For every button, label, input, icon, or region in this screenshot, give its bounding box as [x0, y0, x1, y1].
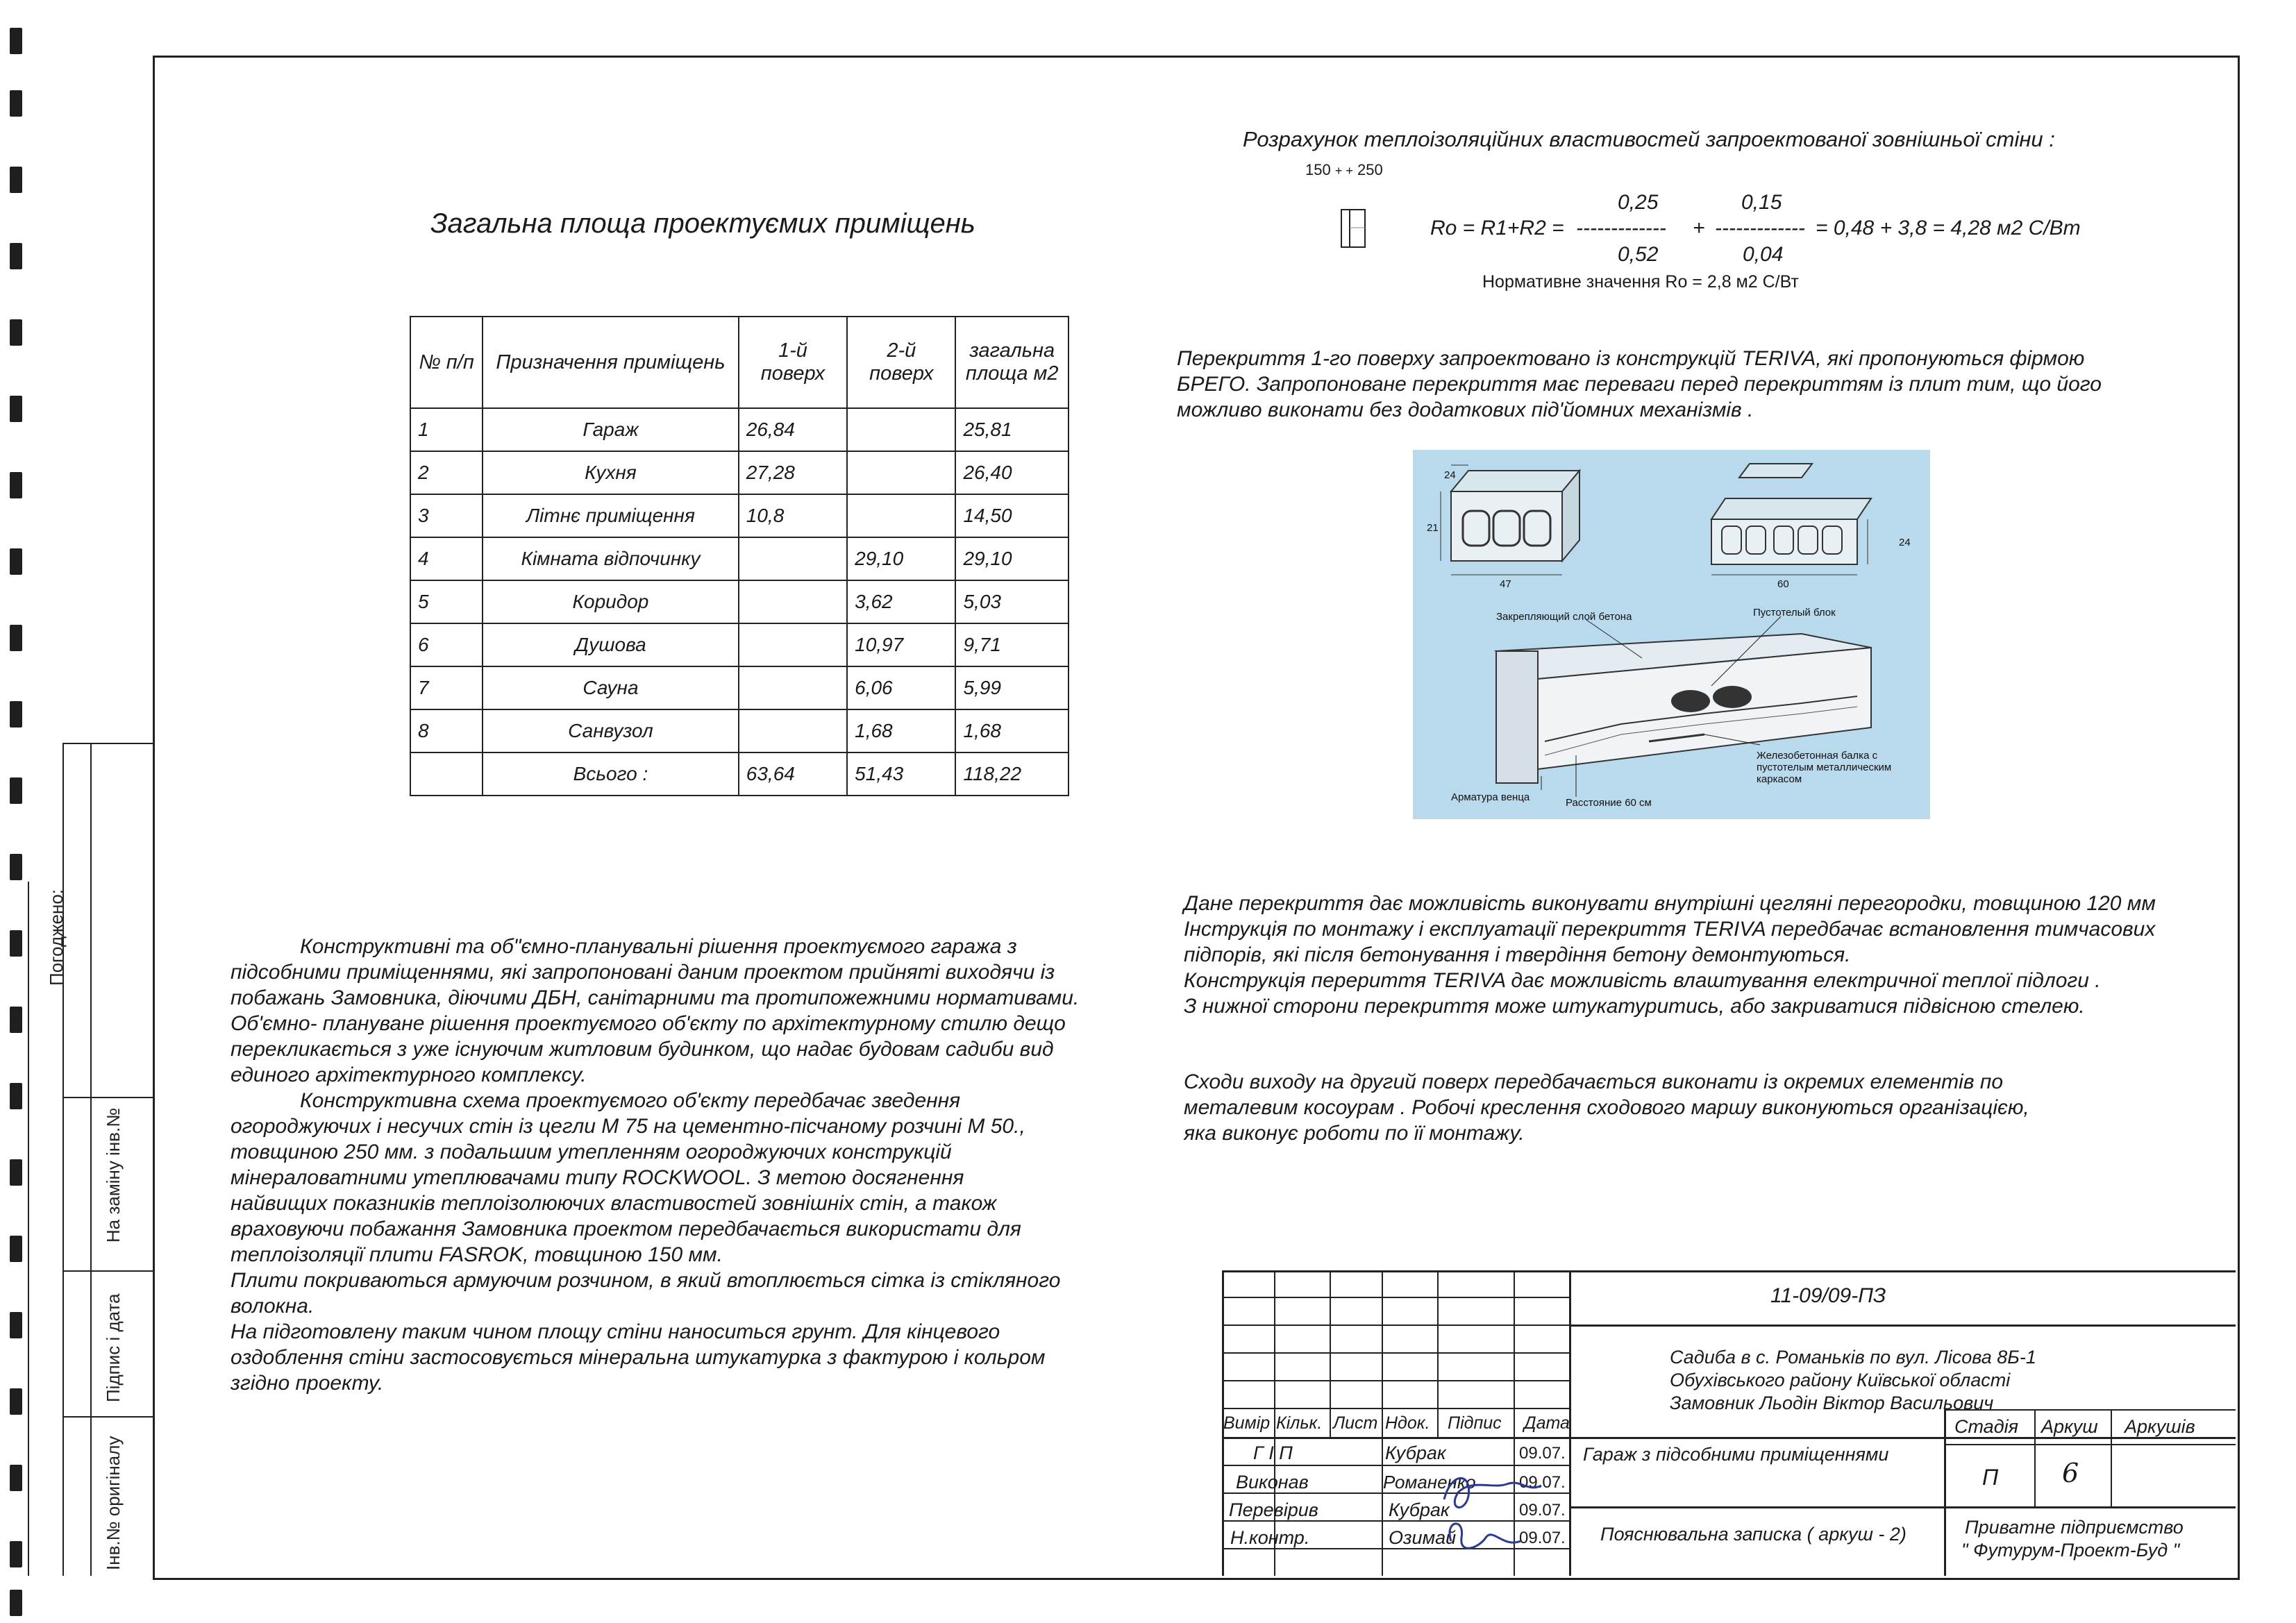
label-beam: Железобетонная балка с пустотелым металлическим каркасом — [1757, 750, 1892, 785]
binder-hole — [10, 701, 22, 728]
table-cell — [739, 537, 847, 580]
table-cell — [847, 451, 955, 494]
table-cell — [847, 408, 955, 451]
formula-norm: Нормативне значення Ro = 2,8 м2 С/Вт — [1482, 272, 1799, 292]
binder-hole — [10, 1083, 22, 1109]
left-title: Загальна площа проектуємих приміщень — [430, 208, 975, 239]
doc-code: 11-09/09-ПЗ — [1770, 1284, 1886, 1307]
area-table — [410, 316, 1069, 796]
col-header-sign: Підпис — [1448, 1413, 1502, 1433]
table-row — [410, 537, 1069, 580]
binder-hole — [10, 1388, 22, 1415]
wall-dims: 150 + + 250 — [1305, 161, 1383, 178]
person-name: Кубрак — [1385, 1443, 1446, 1463]
table-cell — [410, 752, 483, 796]
person-role: Перевірив — [1229, 1499, 1318, 1520]
main-text-line: Об'ємно- плануване рішення проектуємого об'єкту по архітектурному стилю дещо — [231, 1012, 1066, 1035]
company-line: Приватне підприємство — [1965, 1517, 2184, 1538]
stage-header: Стадія — [1954, 1416, 2019, 1437]
table-cell — [847, 494, 955, 537]
area-table-header-row — [410, 317, 1069, 408]
table-row — [410, 451, 1069, 494]
table-cell: Літнє приміщення — [483, 494, 739, 537]
binder-hole — [10, 625, 22, 651]
table-cell: 14,50 — [955, 494, 1069, 537]
label-rebar: Арматура венца — [1451, 791, 1530, 803]
sign-date-label: Підпис і дата — [103, 1293, 124, 1402]
main-text-line: Плити покриваються армуючим розчином, в який втоплюється сітка із стікляного — [231, 1269, 1061, 1292]
table-cell: 9,71 — [955, 623, 1069, 666]
main-text-line: товщиною 250 мм. з подальшим утепленням огороджуючих конструкцій — [231, 1141, 952, 1163]
main-description — [231, 934, 1175, 1396]
table-cell: 1,68 — [955, 709, 1069, 752]
teriva-note-line: Конструкція перериття TERIVA дає можливість влаштування електричної теплої підлоги . — [1184, 969, 2101, 992]
table-cell: 25,81 — [955, 408, 1069, 451]
main-text-line: найвищих показників теплоізолюючих властивостей зовнішніх стін, а також — [231, 1192, 997, 1215]
sheet-header: Аркуш — [2041, 1416, 2098, 1437]
binder-hole — [10, 1007, 22, 1033]
table-cell: 4 — [410, 537, 483, 580]
dim-24-top: 24 — [1444, 469, 1456, 481]
area-table-body — [410, 408, 1069, 796]
person-date: 09.07. — [1519, 1529, 1566, 1547]
doc-name: Пояснювальна записка ( аркуш - 2) — [1600, 1524, 1907, 1545]
main-text-line: волокна. — [231, 1295, 315, 1318]
teriva-note-line: Дане перекриття дає можливість виконувати внутрішні цегляні перегородки, товщиною 120 мм — [1184, 892, 2156, 915]
table-cell: Коридор — [483, 580, 739, 623]
stage-value: П — [1982, 1465, 1999, 1490]
formula-plus: + — [1693, 217, 1705, 239]
table-row — [410, 408, 1069, 451]
main-text-line: огороджуючих і несучих стін із цегли М 75 на цементно-пісчаному розчині М 50., — [231, 1115, 1025, 1138]
main-text-line: згідно проекту. — [231, 1372, 384, 1395]
person-date: 09.07. — [1519, 1444, 1566, 1463]
table-row — [410, 666, 1069, 709]
binder-hole — [10, 1312, 22, 1338]
table-cell: 51,43 — [847, 752, 955, 796]
handwritten-signatures — [1430, 1458, 1548, 1576]
table-cell: Кімната відпочинку — [483, 537, 739, 580]
person-name: Романенко — [1383, 1472, 1476, 1492]
table-cell: 29,10 — [847, 537, 955, 580]
label-concrete-layer: Закрепляющий слой бетона — [1496, 611, 1632, 623]
person-role: Виконав — [1236, 1472, 1309, 1492]
table-cell — [739, 623, 847, 666]
table-cell: 2 — [410, 451, 483, 494]
binder-hole — [10, 167, 22, 193]
person-name: Кубрак — [1389, 1499, 1450, 1520]
dim-21: 21 — [1427, 522, 1439, 534]
col-header-date: Дата — [1524, 1413, 1570, 1433]
table-cell: 10,97 — [847, 623, 955, 666]
main-text-line: враховуючи побажання Замовника проектом передбачається використати для — [231, 1218, 1021, 1241]
teriva-intro-line: БРЕГО. Запропоноване перекриття має переваги перед перекриттям із плит тим, що його — [1177, 373, 2102, 396]
stairs-line: Сходи виходу на другий поверх передбачається виконати із окремих елементів по — [1184, 1070, 2004, 1093]
stairs-text — [1184, 1069, 2225, 1146]
stairs-line: металевим косоурам . Робочі креслення сходового маршу виконуються організацією, — [1184, 1096, 2029, 1119]
title-block — [1222, 1270, 2236, 1576]
table-cell: Сауна — [483, 666, 739, 709]
main-text-line: единого архітектурного комплексу. — [231, 1063, 587, 1086]
sheets-header: Аркушів — [2125, 1416, 2195, 1437]
address-line: Садиба в с. Романьків по вул. Лісова 8Б-1 — [1670, 1347, 2036, 1368]
table-cell — [739, 580, 847, 623]
dim-47: 47 — [1500, 578, 1511, 590]
formula-den2: 0,04 — [1743, 243, 1784, 266]
label-distance: Расстояние 60 см — [1566, 797, 1652, 809]
dim-60: 60 — [1777, 578, 1789, 590]
main-text-line: Конструктивні та об"ємно-планувальні рішення проектуємого гаража з — [300, 935, 1017, 958]
main-text-line: теплоізоляції плити FASROK, товщиною 150 мм. — [231, 1243, 723, 1266]
binder-hole — [10, 777, 22, 804]
teriva-intro-line: Перекриття 1-го поверху запроектовано із конструкцій TERIVA, які пропонуються фірмою — [1177, 347, 2085, 370]
table-cell: 8 — [410, 709, 483, 752]
table-cell: 1 — [410, 408, 483, 451]
label-hollow-block: Пустотелый блок — [1753, 607, 1836, 619]
col-total-header: загальна площа м2 — [955, 317, 1069, 408]
stairs-line: яка виконує роботи по її монтажу. — [1184, 1122, 1525, 1145]
teriva-note-line: Інструкція по монтажу і експлуатації перекриття TERIVA передбачає встановлення тимчасових — [1184, 918, 2156, 941]
col-header-measure: Вимір — [1223, 1413, 1271, 1433]
col-header-ndoc: Ндок. — [1385, 1413, 1430, 1433]
table-cell: 1,68 — [847, 709, 955, 752]
person-role: Н.контр. — [1230, 1527, 1310, 1548]
main-text-line: Конструктивна схема проектуємого об'єкту передбачає зведення — [300, 1089, 961, 1112]
address-line: Обухівського району Київської області — [1670, 1370, 2011, 1390]
formula-dash2: ------------- — [1715, 217, 1805, 239]
teriva-diagram — [1413, 450, 1930, 819]
formula-dash1: ------------- — [1576, 217, 1666, 239]
main-text-line: перекликається з уже існуючим житловим будинком, що надає будовам садиби вид — [231, 1038, 1054, 1061]
table-cell: Гараж — [483, 408, 739, 451]
binder-hole — [10, 90, 22, 117]
binder-hole — [10, 243, 22, 269]
main-text-line: оздоблення стіни застосовується мінеральна штукатурка з фактурою і кольром — [231, 1346, 1046, 1369]
agreed-label: Погоджено: — [46, 889, 67, 986]
table-row — [410, 752, 1069, 796]
table-row — [410, 494, 1069, 537]
wall-dim-left: 150 — [1305, 161, 1331, 178]
table-row — [410, 580, 1069, 623]
main-text-line: підсобними приміщеннями, які запропоновані даним проектом прийняті виходячи із — [231, 961, 1055, 984]
binder-hole — [10, 1159, 22, 1186]
table-cell: 6 — [410, 623, 483, 666]
main-text-line: побажань Замовника, діючими ДБН, санітарними та протипожежними нормативами. — [231, 986, 1080, 1009]
sheet-value: 6 — [2062, 1458, 2079, 1488]
teriva-intro — [1177, 346, 2232, 423]
table-cell: 26,40 — [955, 451, 1069, 494]
replace-inv-label: На заміну інв.№ — [103, 1107, 124, 1243]
col-header-sheet: Лист — [1333, 1413, 1378, 1433]
table-cell: 5,99 — [955, 666, 1069, 709]
col-floor1-header: 1-й поверх — [739, 317, 847, 408]
table-cell: 5,03 — [955, 580, 1069, 623]
formula-den1: 0,52 — [1618, 243, 1659, 266]
table-cell: 3 — [410, 494, 483, 537]
project-title: Гараж з підсобними приміщеннями — [1583, 1444, 1889, 1465]
table-row — [410, 709, 1069, 752]
table-cell: Кухня — [483, 451, 739, 494]
person-role: Г І П — [1253, 1443, 1293, 1463]
table-cell: 3,62 — [847, 580, 955, 623]
table-cell: 26,84 — [739, 408, 847, 451]
table-cell — [739, 709, 847, 752]
col-purpose-header: Призначення приміщень — [483, 317, 739, 408]
table-cell: Санвузол — [483, 709, 739, 752]
person-date: 09.07. — [1519, 1501, 1566, 1520]
binder-hole — [10, 319, 22, 346]
calc-title: Розрахунок теплоізоляційних властивостей запроектованої зовнішньої стіни : — [1243, 127, 2055, 151]
table-cell: Всього : — [483, 752, 739, 796]
binder-hole — [10, 28, 22, 54]
dim-24-right: 24 — [1899, 537, 1911, 548]
teriva-notes — [1184, 891, 2236, 1019]
wall-dim-right: 250 — [1357, 161, 1383, 178]
company-line: " Футурум-Проект-Буд " — [1961, 1540, 2180, 1561]
binder-hole — [10, 1590, 22, 1616]
binder-hole — [10, 548, 22, 575]
wall-section-sketch — [1340, 208, 1368, 250]
teriva-intro-line: можливо виконати без додаткових під'йомних механізмів . — [1177, 398, 1754, 421]
original-inv-label: Інв.№ оригіналу — [103, 1436, 124, 1570]
address-line: Замовник Льодін Віктор Васильович — [1670, 1393, 1994, 1413]
person-date: 09.07. — [1519, 1473, 1566, 1492]
table-cell: Душова — [483, 623, 739, 666]
col-floor2-header: 2-й поверх — [847, 317, 955, 408]
binder-hole — [10, 854, 22, 880]
table-cell — [739, 666, 847, 709]
table-cell: 29,10 — [955, 537, 1069, 580]
table-cell: 10,8 — [739, 494, 847, 537]
teriva-note-line: підпорів, які після бетонування і твердіння бетону демонтуються. — [1184, 943, 1851, 966]
binder-hole — [10, 1236, 22, 1262]
main-text-line: На підготовлену таким чином площу стіни наноситься грунт. Для кінцевого — [231, 1320, 1000, 1343]
table-cell: 5 — [410, 580, 483, 623]
table-cell: 7 — [410, 666, 483, 709]
binder-hole — [10, 930, 22, 957]
formula-num2: 0,15 — [1741, 191, 1782, 214]
col-header-qty: Кільк. — [1276, 1413, 1323, 1433]
formula-num1: 0,25 — [1618, 191, 1659, 214]
teriva-note-line: З нижної сторони перекриття може штукатуритись, або закриватися підвісною стелею. — [1184, 995, 2085, 1018]
person-name: Озимай — [1389, 1527, 1457, 1548]
table-cell: 6,06 — [847, 666, 955, 709]
table-cell: 27,28 — [739, 451, 847, 494]
formula-lhs: Ro = R1+R2 = — [1430, 217, 1564, 239]
binder-hole — [10, 1465, 22, 1491]
binder-hole — [10, 1541, 22, 1567]
table-row — [410, 623, 1069, 666]
formula-result: = 0,48 + 3,8 = 4,28 м2 С/Вт — [1816, 217, 2081, 239]
col-number-header: № п/п — [410, 317, 483, 408]
binder-hole — [10, 396, 22, 422]
table-cell: 118,22 — [955, 752, 1069, 796]
table-cell: 63,64 — [739, 752, 847, 796]
binder-hole — [10, 472, 22, 498]
main-text-line: мінераловатними утеплювачами типу ROCKWOOL. З метою досягнення — [231, 1166, 964, 1189]
